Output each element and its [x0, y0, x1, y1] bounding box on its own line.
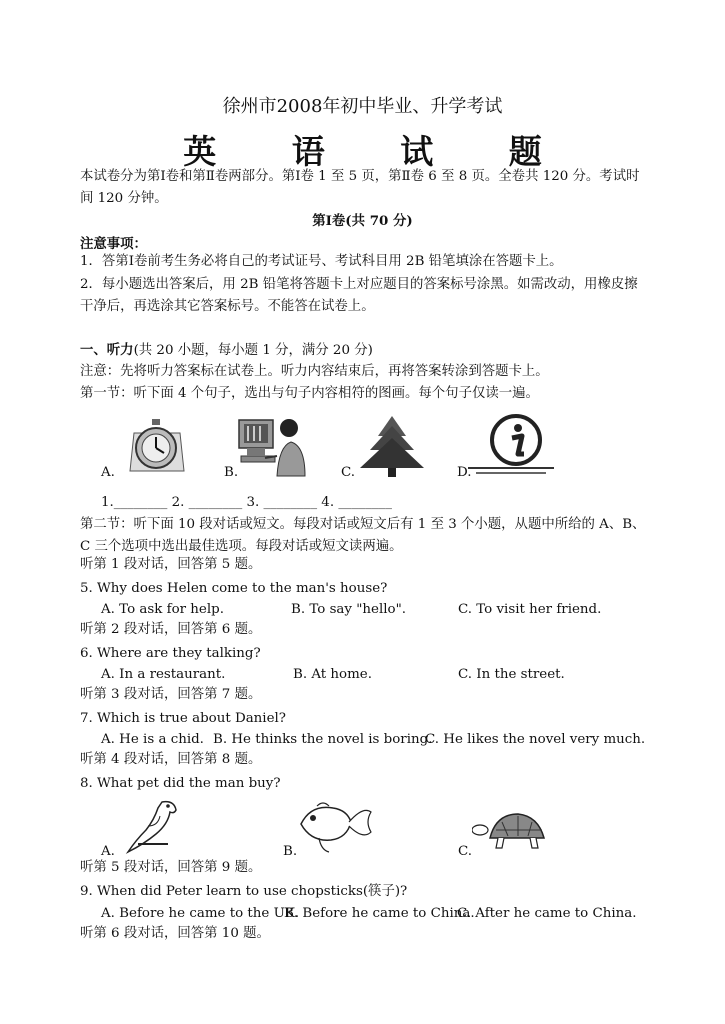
q7-option-a: A. He is a chid. [101, 732, 204, 747]
q7-option-c: C. He likes the novel very much. [425, 732, 646, 747]
tortoise-icon [472, 808, 552, 854]
prompt-q5: 听第 1 段对话，回答第 5 题。 [80, 557, 262, 572]
pic-label-a: A. [101, 465, 115, 480]
pic-label-d: D. [457, 465, 472, 480]
goldfish-icon [293, 798, 373, 854]
prompt-q7: 听第 3 段对话，回答第 7 题。 [80, 687, 262, 702]
q6-option-c: C. In the street. [458, 667, 565, 682]
q9-option-a: A. Before he came to the UK. [101, 906, 300, 921]
listening-note: 注意：先将听力答案标在试卷上。听力内容结束后，再将答案转涂到答题卡上。 [80, 364, 549, 379]
q8-option-a: A. [101, 844, 115, 859]
section1-instructions: 第一节：听下面 4 个句子，选出与句子内容相符的图画。每个句子仅读一遍。 [80, 386, 539, 401]
computer-user-icon [237, 412, 309, 478]
stopwatch-icon [128, 415, 186, 475]
exam-title: 徐州市2008年初中毕业、升学考试 [222, 96, 503, 117]
volume1-title: 第Ⅰ卷(共 70 分) [312, 213, 413, 229]
q9-option-b: B. Before he came to China. [284, 906, 475, 921]
question-8: 8. What pet did the man buy? [80, 776, 281, 791]
section2-instructions: 第二节：听下面 10 段对话或短文。每段对话或短文后有 1 至 3 个小题，从题中所给的 A、B、C 三个选项中选出最佳选项。每段对话或短文读两遍。 [80, 517, 646, 554]
information-sign-icon [466, 412, 556, 478]
answer-blanks: 1.________ 2. ________ 3. ________ 4. ________ [101, 495, 392, 510]
prompt-q9: 听第 5 段对话，回答第 9 题。 [80, 860, 262, 875]
pic-label-c: C. [341, 465, 356, 480]
question-9: 9. When did Peter learn to use chopsticks(筷子)? [80, 884, 408, 899]
q8-option-c: C. [458, 844, 473, 859]
q6-option-a: A. In a restaurant. [101, 667, 226, 682]
q5-option-c: C. To visit her friend. [458, 602, 602, 617]
q5-option-b: B. To say "hello". [291, 602, 406, 617]
listening-heading-line [80, 341, 373, 360]
question-5: 5. Why does Helen come to the man's house? [80, 581, 388, 596]
note-item-1: 1．答第Ⅰ卷前考生务必将自己的考试证号、考试科目用 2B 铅笔填涂在答题卡上。 [80, 254, 563, 269]
q9-option-c: C. After he came to China. [457, 906, 637, 921]
listening-heading: 一、听力 [80, 342, 134, 358]
q7-option-b: B. He thinks the novel is boring. [213, 732, 433, 747]
prompt-q6: 听第 2 段对话，回答第 6 题。 [80, 622, 262, 637]
note-item-2: 2．每小题选出答案后，用 2B 铅笔将答题卡上对应题目的答案标号涂黑。如需改动，用橡皮擦干净后，再选涂其它答案标号。不能答在试卷上。 [80, 277, 638, 314]
q6-option-b: B. At home. [293, 667, 372, 682]
pine-tree-icon [356, 414, 428, 478]
prompt-q8: 听第 4 段对话，回答第 8 题。 [80, 752, 262, 767]
parrot-icon [118, 796, 182, 856]
notes-title: 注意事项： [80, 236, 147, 252]
q8-option-b: B. [283, 844, 298, 859]
question-6: 6. Where are they talking? [80, 646, 261, 661]
pic-label-b: B. [224, 465, 239, 480]
question-7: 7. Which is true about Daniel? [80, 711, 286, 726]
prompt-q10: 听第 6 段对话，回答第 10 题。 [80, 926, 270, 941]
subject-title: 英 语 试 题 [183, 132, 574, 171]
q5-option-a: A. To ask for help. [101, 602, 224, 617]
intro-text: 本试卷分为第Ⅰ卷和第Ⅱ卷两部分。第Ⅰ卷 1 至 5 页，第Ⅱ卷 6 至 8 页。全卷共 120 分。考试时间 120 分钟。 [80, 169, 640, 206]
listening-heading-suffix: (共 20 小题，每小题 1 分，满分 20 分) [133, 343, 373, 358]
